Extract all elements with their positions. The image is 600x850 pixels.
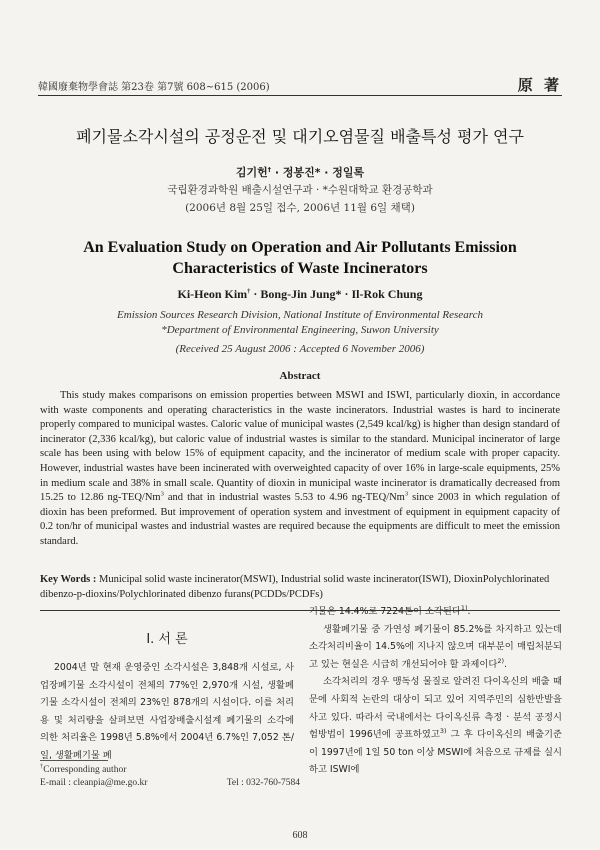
korean-dates: (2006년 8월 25일 접수, 2006년 11월 6일 채택) bbox=[185, 202, 415, 214]
intro-paragraph-3: 소각처리의 경우 맹독성 물질로 알려진 다이옥신의 배출 때문에 사회적 논란의 대상이 되고 있어 지역주민의 심한반발을 사고 있다. 따라서 국내에서는 다이옥신류 측정 · 분석 공정시험방법이 1996년에 공표하였고$^{3)}$ 그 후 다이옥신의 배출기준이 1997년에 1일 50 ton 이상 MSWI에 처음으로 규제를 실시하고 ISWI에 bbox=[309, 676, 562, 776]
keywords bbox=[40, 573, 560, 602]
intro-paragraph-2: 생활폐기물 중 가연성 폐기물이 85.2%를 차지하고 있는데 소각처리비율이 14.5%에 지나지 않으며 대부분이 매립처분되고 있는 현실은 시급히 개선되어야 할 과제이다$^{2)}$. bbox=[309, 623, 562, 670]
abstract-heading: Abstract bbox=[279, 370, 321, 382]
running-header bbox=[38, 74, 562, 96]
abstract-body: This study makes comparisons on emission properties between MSWI and ISWI, particularly dioxin, in accordance with waste components and operating characteristics in the waste incinerators. Industrial wastes is hard to incinerate properly compared to municipal wastes. Caloric value of municipal wastes (2,549 kcal/kg) is higher than design standard of incinerator (2,336 kcal/kg), but caloric value of industrial wastes is similar to the standard. Municipal incinerator of large scale has been using with below 15% of equipment capacity, and the incinerator of medium scale with proper capacity. However, industrial wastes have been incinerated with overweighted capacity of over 16% in large-scale equipments, 25% in medium scale and 38% in small scale. Quantity of dioxin in municipal waste incinerator is dramatically decreased from 15.25 to 12.86 ng-TEQ/Nm$^3$ and that in industrial wastes 5.53 to 4.96 ng-TEQ/Nm$^3$ since 2003 in which regulation of dioxin has been preformed. But improvement of operation system and investment of equipment in equipment capacity of 0.2 ton/hr of municipal wastes and industrial wastes are required because the equipments are difficult to meet the emission standard. bbox=[40, 390, 560, 547]
affiliation-line2: *Department of Environmental Engineering, Suwon University bbox=[161, 324, 439, 336]
intro-continuation: 기물은 14.4%로 7224톤이 소각된다$^{1)}$. bbox=[309, 603, 471, 617]
corresponding-author: †Corresponding author bbox=[40, 762, 127, 775]
english-title-line1: An Evaluation Study on Operation and Air Pollutants Emission bbox=[83, 239, 517, 256]
korean-affiliation: 국립환경과학원 배출시설연구과 · *수원대학교 환경공학과 bbox=[167, 184, 433, 196]
page-number: 608 bbox=[292, 830, 308, 841]
english-authors: Ki-Heon Kim† · Bong-Jin Jung* · Il-Rok Chung bbox=[177, 287, 423, 301]
english-affiliation bbox=[40, 308, 560, 338]
author-tel: Tel : 032-760-7584 bbox=[226, 778, 300, 788]
intro-paragraph-1: 2004년 말 현재 운영중인 소각시설은 3,848개 시설로, 사업장폐기물 소각시설이 전체의 77%인 2,970개 시설, 생활폐기물 소각시설이 전체의 23%인 878개의 시설이다. 이를 처리용 및 처리량을 살펴보면 사업장배출시설계 폐기물의 소각에 의한 처리율은 1998년 5.8%에서 2004년 6.7%인 7,052 톤/일, 생활폐기물 폐 bbox=[40, 662, 294, 761]
right-column bbox=[309, 603, 562, 779]
intro-heading: I. 서 론 bbox=[146, 632, 188, 647]
korean-title: 폐기물소각시설의 공정운전 및 대기오염물질 배출특성 평가 연구 bbox=[76, 127, 524, 146]
journal-citation: 韓國廢棄物學會誌 第23卷 第7號 608~615 (2006) bbox=[38, 82, 270, 93]
footnote-rule bbox=[40, 760, 108, 761]
left-column bbox=[40, 622, 294, 765]
english-dates: (Received 25 August 2006 : Accepted 6 November 2006) bbox=[175, 343, 425, 355]
english-title-line2: Characteristics of Waste Incinerators bbox=[172, 260, 428, 277]
article-category: 原 著 bbox=[517, 76, 562, 94]
affiliation-line1: Emission Sources Research Division, National Institute of Environmental Research bbox=[117, 309, 483, 321]
english-title bbox=[40, 237, 560, 279]
footnote bbox=[40, 764, 300, 790]
keywords-text: Municipal solid waste incinerator(MSWI), Industrial solid waste incinerator(ISWI), DioxinPolychlorinated dibenzo-p-dioxins/Polychlorinated dibenzo furans(PCDDs/PCDFs) bbox=[40, 574, 550, 600]
korean-authors: 김기헌† · 정봉진* · 정일록 bbox=[235, 165, 365, 179]
author-email: E-mail : cleanpia@me.go.kr bbox=[40, 778, 148, 788]
keywords-label: Key Words : bbox=[40, 574, 97, 585]
